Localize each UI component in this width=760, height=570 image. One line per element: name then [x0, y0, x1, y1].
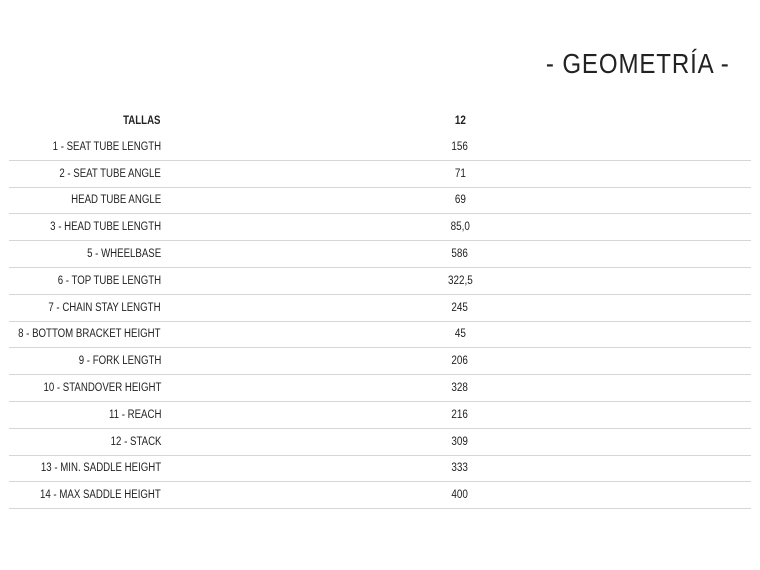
- table-row: 12 - STACK 309: [9, 429, 751, 456]
- table-row: HEAD TUBE ANGLE 69: [9, 188, 751, 215]
- row-label: 12 - STACK: [110, 435, 161, 448]
- row-label: 6 - TOP TUBE LENGTH: [57, 274, 161, 287]
- table-row: 13 - MIN. SADDLE HEIGHT 333: [9, 456, 751, 483]
- row-label: 5 - WHEELBASE: [86, 248, 161, 261]
- row-label: 10 - STANDOVER HEIGHT: [43, 382, 161, 395]
- row-label: 13 - MIN. SADDLE HEIGHT: [40, 462, 161, 475]
- row-label: 14 - MAX SADDLE HEIGHT: [40, 489, 161, 502]
- page-title: - GEOMETRÍA -: [546, 48, 730, 79]
- row-label: 7 - CHAIN STAY LENGTH: [48, 301, 161, 314]
- row-label: HEAD TUBE ANGLE: [70, 194, 161, 207]
- table-header-row: TALLAS 12: [123, 115, 466, 127]
- row-label: 3 - HEAD TUBE LENGTH: [50, 221, 161, 234]
- row-label: 9 - FORK LENGTH: [78, 355, 161, 368]
- table-row: 6 - TOP TUBE LENGTH 322,5: [9, 268, 751, 295]
- table-row: 14 - MAX SADDLE HEIGHT 400: [9, 482, 751, 509]
- table-row: 8 - BOTTOM BRACKET HEIGHT 45: [9, 322, 751, 349]
- row-label: 1 - SEAT TUBE LENGTH: [52, 140, 161, 153]
- geometry-table: [9, 108, 751, 509]
- table-body: [9, 134, 751, 509]
- header-label-tallas: TALLAS: [123, 115, 161, 127]
- table-row: 3 - HEAD TUBE LENGTH 85,0: [9, 214, 751, 241]
- table-row: 5 - WHEELBASE 586: [9, 241, 751, 268]
- table-row: 11 - REACH 216: [9, 402, 751, 429]
- row-label: 8 - BOTTOM BRACKET HEIGHT: [18, 328, 161, 341]
- row-label: 2 - SEAT TUBE ANGLE: [59, 167, 161, 180]
- row-label: 11 - REACH: [108, 408, 161, 421]
- table-row: 9 - FORK LENGTH 206: [9, 348, 751, 375]
- table-row: 10 - STANDOVER HEIGHT 328: [9, 375, 751, 402]
- table-row: 2 - SEAT TUBE ANGLE 71: [9, 161, 751, 188]
- table-row: 7 - CHAIN STAY LENGTH 245: [9, 295, 751, 322]
- table-row: 1 - SEAT TUBE LENGTH 156: [9, 134, 751, 161]
